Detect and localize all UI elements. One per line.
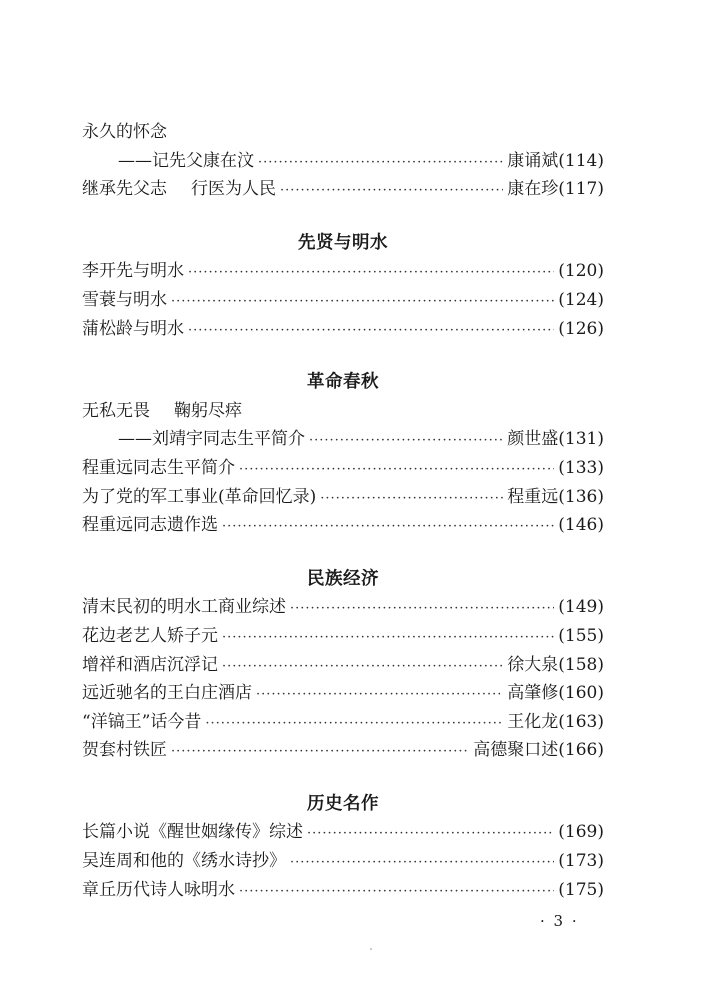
entry-page-number: (160) (558, 683, 604, 704)
dot-leader (239, 456, 554, 485)
section-heading: 民族经济 (307, 568, 379, 589)
toc-entry (82, 315, 604, 344)
entry-page-number: (166) (558, 740, 604, 761)
entry-title: 为了党的军工事业(革命回忆录) (82, 486, 317, 507)
toc-entry (82, 622, 604, 651)
toc-entry (82, 593, 604, 622)
table-of-contents (82, 118, 604, 904)
toc-section (82, 565, 604, 765)
dot-leader (205, 710, 503, 739)
entry-page-number: (169) (558, 822, 604, 843)
dot-leader (290, 849, 554, 878)
dot-leader (222, 624, 554, 653)
section-heading: 先贤与明水 (298, 232, 388, 253)
dot-leader (171, 738, 469, 767)
entry-title: 贺套村铁匠 (82, 740, 167, 761)
entry-title: 吴连周和他的《绣水诗抄》 (82, 851, 286, 872)
entry-page-number: (133) (558, 457, 604, 478)
entry-title: “洋镐王”话今昔 (82, 711, 202, 732)
toc-entry (82, 147, 604, 176)
toc-entry (82, 511, 604, 540)
entry-title: 程重远同志遗作选 (82, 515, 218, 536)
entry-author: 王化龙 (507, 711, 559, 732)
entry-author: 徐大泉 (507, 654, 559, 675)
entry-author: 高德聚口述 (473, 740, 559, 761)
dot-leader (320, 485, 503, 514)
dot-leader (222, 653, 503, 682)
entry-title: 雪蓑与明水 (82, 289, 167, 310)
toc-entry (82, 286, 604, 315)
toc-entry (82, 736, 604, 765)
entry-title: 长篇小说《醒世姻缘传》综述 (82, 822, 303, 843)
toc-section (82, 229, 604, 343)
toc-title-line (82, 397, 604, 426)
entry-title: 李开先与明水 (82, 261, 184, 282)
entry-page-number: (163) (558, 711, 604, 732)
entry-title: 章丘历代诗人咏明水 (82, 879, 235, 900)
toc-section (82, 118, 604, 204)
dot-leader (188, 317, 554, 346)
dot-leader (188, 259, 554, 288)
entry-page-number: (175) (558, 879, 604, 900)
toc-entry (82, 818, 604, 847)
entry-author: 康诵斌 (507, 150, 559, 171)
toc-title-part: 无私无畏 (82, 400, 150, 421)
toc-entry (82, 425, 604, 454)
print-speck (370, 948, 372, 950)
entry-page-number: (117) (558, 179, 604, 200)
entry-title: ——刘靖宇同志生平简介 (118, 429, 305, 450)
dot-leader (222, 513, 554, 542)
entry-author: 康在珍 (507, 179, 559, 200)
dot-leader (256, 681, 503, 710)
entry-page-number: (173) (558, 851, 604, 872)
entry-author: 颜世盛 (507, 429, 559, 450)
entry-title: ——记先父康在汶 (118, 150, 254, 171)
entry-page-number: (146) (558, 515, 604, 536)
toc-section (82, 790, 604, 904)
entry-title: 程重远同志生平简介 (82, 457, 235, 478)
entry-title: 远近驰名的王白庄酒店 (82, 683, 252, 704)
entry-page-number: (126) (558, 318, 604, 339)
entry-title-part: 继承先父志 (82, 179, 167, 200)
toc-entry (82, 876, 604, 905)
entry-author: 程重远 (507, 486, 559, 507)
toc-title-line: 永久的怀念 (82, 122, 167, 142)
entry-title: 花边老艺人矫子元 (82, 625, 218, 646)
toc-entry (82, 708, 604, 737)
entry-page-number: (155) (558, 625, 604, 646)
entry-page-number: (131) (558, 429, 604, 450)
entry-title: 增祥和酒店沉浮记 (82, 654, 218, 675)
entry-page-number: (120) (558, 261, 604, 282)
entry-title: 清末民初的明水工商业综述 (82, 597, 286, 618)
entry-page-number: (149) (558, 597, 604, 618)
dot-leader (171, 288, 554, 317)
toc-entry (82, 257, 604, 286)
toc-entry (82, 847, 604, 876)
toc-section (82, 368, 604, 540)
entry-title: 蒲松龄与明水 (82, 318, 184, 339)
dot-leader (239, 878, 554, 907)
section-heading: 革命春秋 (307, 372, 379, 393)
toc-entry (82, 651, 604, 680)
toc-entry (82, 454, 604, 483)
entry-author: 高肇修 (507, 683, 559, 704)
dot-leader (258, 149, 503, 178)
section-heading: 历史名作 (307, 793, 379, 814)
dot-leader (309, 427, 503, 456)
entry-page-number: (114) (558, 150, 604, 171)
dot-leader (307, 820, 554, 849)
toc-entry (82, 483, 604, 512)
page-number: · 3 · (540, 912, 579, 930)
entry-title-part: 行医为人民 (191, 179, 276, 200)
toc-entry (82, 679, 604, 708)
toc-entry (82, 175, 604, 204)
entry-page-number: (124) (558, 289, 604, 310)
toc-title-part: 鞠躬尽瘁 (174, 400, 242, 421)
entry-title (82, 175, 276, 204)
entry-page-number: (136) (558, 486, 604, 507)
dot-leader (280, 177, 503, 206)
entry-page-number: (158) (558, 654, 604, 675)
dot-leader (290, 595, 554, 624)
